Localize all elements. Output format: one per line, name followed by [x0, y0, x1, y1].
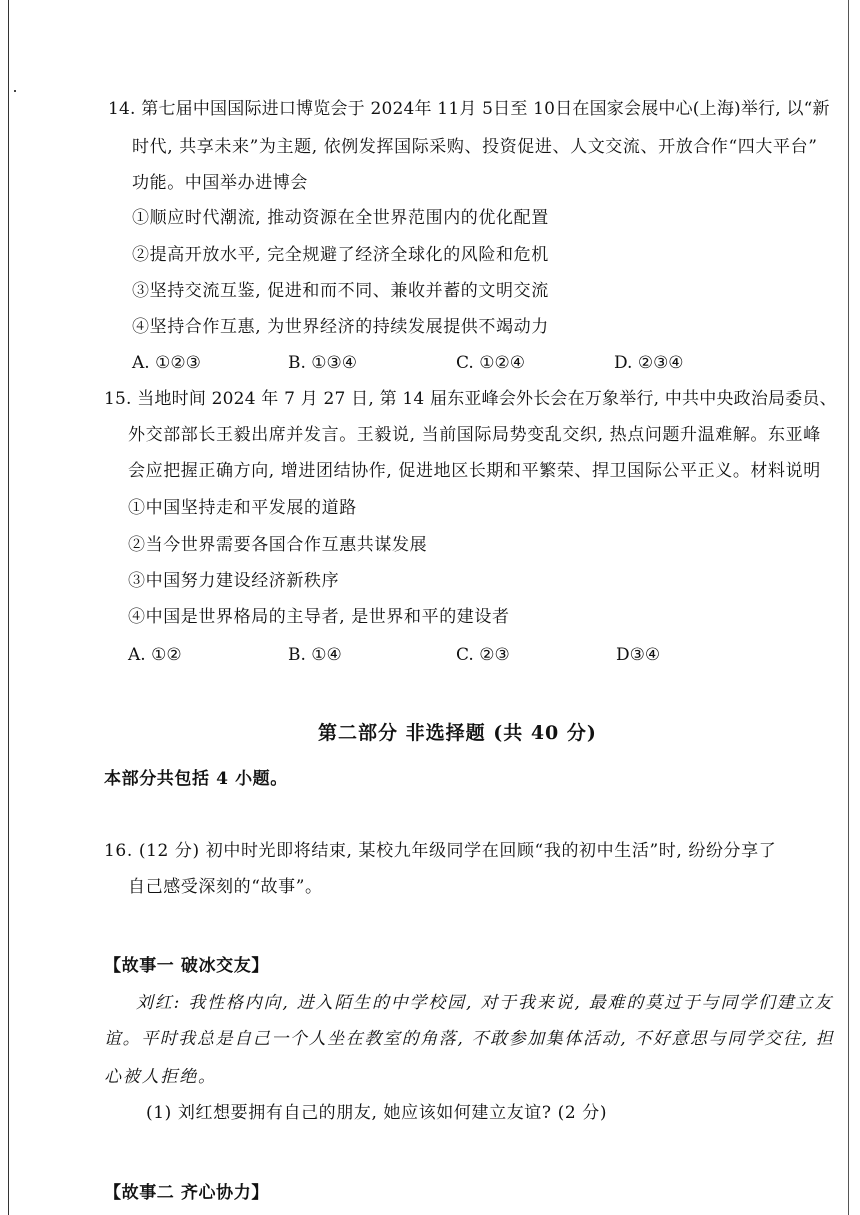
q14-statement-1: ①顺应时代潮流, 推动资源在全世界范围内的优化配置: [132, 208, 549, 228]
story-one-line-3: 心被人拒绝。: [104, 1067, 217, 1087]
q16-stem-line-2: 自己感受深刻的“故事”。: [128, 877, 323, 897]
q14-option-b: B. ①③④: [288, 353, 358, 373]
story-two-title: 【故事二 齐心协力】: [104, 1183, 269, 1203]
q14-stem-line-2: 时代, 共享未来”为主题, 依例发挥国际采购、投资促进、人文交流、开放合作“四大平台”: [132, 137, 818, 157]
q14-statement-4: ④坚持合作互惠, 为世界经济的持续发展提供不竭动力: [132, 317, 549, 337]
q14-stem-line-3: 功能。中国举办进博会: [132, 173, 308, 193]
q14-stem-line-1: 14. 第七届中国国际进口博览会于 2024年 11月 5日至 10日在国家会展中心(上海)举行, 以“新: [108, 99, 830, 119]
q15-stem-line-1: 15. 当地时间 2024 年 7 月 27 日, 第 14 届东亚峰会外长会在万象举行, 中共中央政治局委员、: [104, 389, 837, 409]
q15-statement-3: ③中国努力建设经济新秩序: [128, 571, 340, 591]
q15-stem-line-2: 外交部部长王毅出席并发言。王毅说, 当前国际局势变乱交织, 热点问题升温难解。东亚峰: [128, 425, 821, 445]
q16-subquestion-1: (1) 刘红想要拥有自己的朋友, 她应该如何建立友谊? (2 分): [146, 1103, 608, 1123]
page-right-edge: [848, 0, 849, 1215]
q15-option-b: B. ①④: [288, 645, 342, 665]
q14-option-d: D. ②③④: [614, 353, 684, 373]
q14-statement-2: ②提高开放水平, 完全规避了经济全球化的风险和危机: [132, 245, 549, 265]
q15-statement-4: ④中国是世界格局的主导者, 是世界和平的建设者: [128, 607, 510, 627]
story-one-line-1: 刘红: 我性格内向, 进入陌生的中学校园, 对于我来说, 最难的莫过于与同学们建立友: [136, 993, 834, 1013]
part-two-title: 第二部分 非选择题 (共 40 分): [318, 722, 597, 744]
q15-statement-2: ②当今世界需要各国合作互惠共谋发展: [128, 535, 428, 555]
story-one-title: 【故事一 破冰交友】: [104, 956, 269, 976]
q15-option-c: C. ②③: [456, 645, 510, 665]
q15-statement-1: ①中国坚持走和平发展的道路: [128, 498, 357, 518]
q15-option-a: A. ①②: [128, 645, 182, 665]
scan-speck: [14, 90, 16, 92]
q15-stem-line-3: 会应把握正确方向, 增进团结协作, 促进地区长期和平繁荣、捍卫国际公平正义。材料说明: [128, 461, 821, 481]
q15-option-d: D③④: [616, 645, 661, 665]
story-one-line-2: 谊。平时我总是自己一个人坐在教室的角落, 不敢参加集体活动, 不好意思与同学交往, 担: [104, 1029, 835, 1049]
q14-option-c: C. ①②④: [456, 353, 525, 373]
part-two-note: 本部分共包括 4 小题。: [104, 769, 288, 789]
q16-stem-line-1: 16. (12 分) 初中时光即将结束, 某校九年级同学在回顾“我的初中生活”时, 纷纷分享了: [104, 841, 777, 861]
q14-option-a: A. ①②③: [132, 353, 201, 373]
q14-statement-3: ③坚持交流互鉴, 促进和而不同、兼收并蓄的文明交流: [132, 281, 549, 301]
page-left-edge: [8, 0, 9, 1215]
